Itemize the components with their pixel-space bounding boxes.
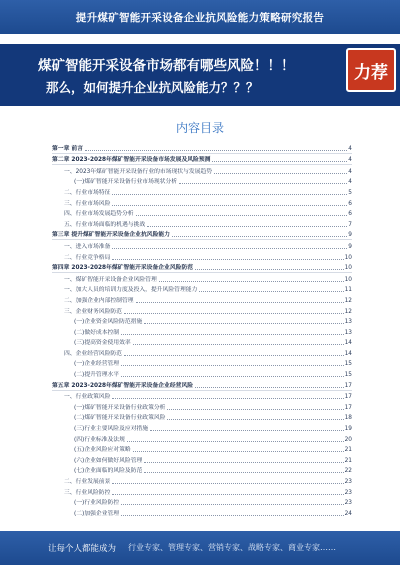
- toc-entry-text: 第四章 2023-2028年煤矿智能开采设备企业风险防范: [52, 265, 194, 272]
- toc-leader-dots: [121, 514, 344, 516]
- hero-headline: 煤矿智能开采设备市场都有哪些风险！！！: [38, 58, 295, 74]
- toc-entry-text: (一)煤矿智能开采设备行业政策分析: [74, 404, 166, 411]
- toc-entry-page: 11: [344, 287, 352, 294]
- toc-entry-text: 第三章 提升煤矿智能开采设备企业抗风险能力: [52, 232, 170, 239]
- toc-leader-dots: [112, 258, 343, 260]
- toc-leader-dots: [112, 482, 343, 484]
- toc-entry-page: 4: [348, 179, 352, 186]
- toc-entry-page: 23: [344, 500, 352, 507]
- toc-entry-text: (四)行业标准及法规: [74, 436, 125, 443]
- toc-entry-page: 6: [348, 211, 352, 218]
- toc-leader-dots: [121, 364, 344, 366]
- toc-entry-text: 五、行业市场面临的机遇与挑战: [64, 221, 146, 228]
- toc-entry[interactable]: [52, 218, 352, 229]
- toc-title: 内容目录: [175, 121, 224, 135]
- toc-entry-page: 12: [344, 308, 352, 315]
- toc-leader-dots: [112, 247, 347, 249]
- toc-leader-dots: [172, 235, 347, 237]
- toc-entry[interactable]: [52, 165, 352, 176]
- toc-entry[interactable]: [52, 316, 352, 327]
- toc-leader-dots: [195, 386, 344, 388]
- toc-leader-dots: [136, 301, 344, 303]
- toc-entry[interactable]: [52, 497, 352, 508]
- toc-leader-dots: [133, 450, 344, 452]
- toc-entry-page: 23: [344, 489, 352, 496]
- hero-banner: [0, 44, 400, 106]
- toc-entry-page: 21: [344, 457, 352, 464]
- toc-entry[interactable]: [52, 454, 352, 465]
- toc-entry-text: 三、行业市场风险: [64, 200, 111, 207]
- toc-entry-page: 24: [344, 510, 352, 517]
- footer-roles: 行业专家、管理专家、营销专家、战略专家、商业专家……: [128, 543, 336, 552]
- hero-subheadline: 那么，如何提升企业抗风险能力？？？: [46, 80, 259, 95]
- toc-entry-text: (一)煤矿智能开采设备行业市场现状分析: [74, 179, 178, 186]
- toc-entry-text: (二)煤矿智能开采设备行业政策风险: [74, 415, 166, 422]
- toc-entry-page: 4: [348, 157, 352, 164]
- toc-entry[interactable]: [52, 475, 352, 486]
- toc-entry-text: 四、企业经营风险防范: [64, 350, 122, 357]
- toc-leader-dots: [144, 322, 343, 324]
- toc-entry[interactable]: [52, 208, 352, 219]
- toc-leader-dots: [159, 280, 344, 282]
- toc-entry[interactable]: [52, 433, 352, 444]
- toc-leader-dots: [133, 343, 344, 345]
- toc-entry-page: 4: [348, 168, 352, 175]
- toc-entry-text: 二、行业市场特征: [64, 189, 111, 196]
- toc-leader-dots: [150, 429, 344, 431]
- toc-entry-text: 第五章 2023-2028年煤矿智能开采设备企业经营风险: [52, 382, 194, 389]
- toc-entry-page: 17: [344, 394, 352, 401]
- toc-entry-page: 18: [344, 415, 352, 422]
- header-bar: [0, 0, 400, 34]
- toc-entry-page: 4: [348, 145, 352, 152]
- toc-entry-page: 7: [348, 221, 352, 228]
- toc-leader-dots: [124, 312, 344, 314]
- toc-entry-page: 14: [344, 350, 352, 357]
- toc-leader-dots: [121, 333, 344, 335]
- toc-entry-text: 二、行业竞争格局: [64, 254, 111, 261]
- footer-slogan: 让每个人都能成为: [48, 544, 117, 554]
- toc-entry-text: 二、行业发展前景: [64, 479, 111, 485]
- toc-leader-dots: [195, 268, 344, 270]
- toc-entry[interactable]: [52, 142, 352, 154]
- toc-entry[interactable]: [52, 251, 352, 262]
- toc-entry[interactable]: [52, 507, 352, 518]
- toc-entry-text: 四、行业市场发展趋势分析: [64, 211, 134, 218]
- toc-entry[interactable]: [52, 337, 352, 348]
- toc-leader-dots: [121, 375, 344, 377]
- toc-entry-page: 13: [344, 329, 352, 336]
- toc-entry[interactable]: [52, 326, 352, 337]
- toc-entry-text: 一、进入市场准备: [64, 243, 111, 250]
- toc-entry-text: (六)企业如何做好风险管理: [74, 457, 143, 464]
- toc-entry[interactable]: [52, 358, 352, 369]
- toc-leader-dots: [147, 225, 347, 227]
- toc-leader-dots: [136, 214, 348, 216]
- toc-leader-dots: [127, 440, 344, 442]
- toc-leader-dots: [112, 493, 343, 495]
- toc-leader-dots: [144, 461, 343, 463]
- recommend-badge: [346, 48, 396, 92]
- toc-entry-page: 9: [348, 232, 352, 239]
- toc-entry[interactable]: [52, 186, 352, 197]
- toc-entry-page: 10: [344, 254, 352, 261]
- toc-entry-text: 一、加大人员的培训力度及投入，提升风险管理能力: [64, 287, 198, 294]
- toc-entry-text: 三、企业财务风险防范: [64, 308, 122, 315]
- toc-entry-text: 一、煤矿智能开采设备企业风险管理: [64, 276, 157, 283]
- toc-leader-dots: [124, 354, 344, 356]
- toc-entry-page: 9: [348, 243, 352, 250]
- toc-leader-dots: [85, 149, 347, 151]
- toc-entry[interactable]: [52, 486, 352, 497]
- toc-entry-page: 10: [344, 276, 352, 283]
- toc-leader-dots: [214, 172, 347, 174]
- toc-entry-text: 第一章 前言: [52, 145, 84, 152]
- toc-entry-text: (五)企业风险应对策略: [74, 447, 131, 454]
- toc-entry[interactable]: [52, 305, 352, 316]
- toc-entry-text: (二)提升管理水平: [74, 372, 120, 379]
- toc-entry-page: 12: [344, 297, 352, 304]
- toc-leader-dots: [112, 397, 343, 399]
- toc-entry-text: 三、行业风险防控: [64, 489, 111, 496]
- footer-bar: [0, 531, 400, 565]
- toc-leader-dots: [212, 160, 347, 162]
- toc-entry[interactable]: [52, 273, 352, 284]
- toc-entry[interactable]: [52, 412, 352, 423]
- toc-entry-text: (一)企业资金风险防范措施: [74, 319, 143, 326]
- toc-entry[interactable]: [52, 294, 352, 305]
- toc-entry-page: 14: [344, 340, 352, 347]
- toc-entry-page: 17: [344, 382, 352, 389]
- toc-entry-page: 13: [344, 319, 352, 326]
- toc-entry-text: (二)做好成本控制: [74, 329, 120, 336]
- toc-entry-text: (二)加强企业管理: [74, 510, 120, 517]
- toc-entry-page: 10: [344, 265, 352, 272]
- toc-entry[interactable]: [52, 401, 352, 412]
- toc-leader-dots: [144, 471, 343, 473]
- toc-entry[interactable]: [52, 368, 352, 379]
- toc-entry[interactable]: [52, 262, 352, 274]
- toc-entry-text: (一)行业风险防控: [74, 500, 120, 507]
- toc-entry[interactable]: [52, 229, 352, 241]
- toc-entry[interactable]: [52, 284, 352, 295]
- toc-entry[interactable]: [52, 379, 352, 391]
- toc-entry-page: 15: [344, 372, 352, 379]
- toc-leader-dots: [121, 503, 344, 505]
- toc-entry-page: 6: [348, 200, 352, 207]
- toc-entry-page: 22: [344, 468, 352, 475]
- report-title: 提升煤矿智能开采设备企业抗风险能力策略研究报告: [75, 11, 325, 24]
- toc-entry-page: 20: [344, 436, 352, 443]
- toc-entry-text: 一、2023年煤矿智能开采设备行业的市场现状与发展趋势: [64, 168, 213, 175]
- toc-entry[interactable]: [52, 347, 352, 358]
- toc-leader-dots: [112, 193, 347, 195]
- toc-leader-dots: [199, 290, 343, 292]
- toc-entry-text: (七)企业面临的风险及防范: [74, 468, 143, 475]
- toc-entry-page: 5: [348, 189, 352, 196]
- toc-entry[interactable]: [52, 197, 352, 208]
- toc-entry-page: 23: [344, 479, 352, 485]
- toc-entry[interactable]: [52, 422, 352, 433]
- toc-entry[interactable]: [52, 176, 352, 187]
- toc-entry[interactable]: [52, 240, 352, 251]
- toc-leader-dots: [112, 204, 347, 206]
- toc-leader-dots: [167, 408, 343, 410]
- toc-entry-text: 第二章 2023-2028年煤矿智能开采设备市场发展及风险预测: [52, 157, 211, 164]
- badge-label: 力荐: [354, 62, 388, 83]
- toc-entry-page: 19: [344, 426, 352, 433]
- table-of-contents: [52, 142, 352, 518]
- toc-entry-text: (三)行业主要风险及应对措施: [74, 426, 149, 433]
- toc-entry-text: (三)提高资金使用效率: [74, 340, 131, 347]
- toc-entry[interactable]: [52, 391, 352, 402]
- toc-entry-text: 二、加强企业内部控制管理: [64, 297, 134, 304]
- toc-entry[interactable]: [52, 444, 352, 455]
- toc-entry-page: 21: [344, 447, 352, 454]
- toc-entry[interactable]: [52, 465, 352, 476]
- toc-entry-text: 一、行业政策风险: [64, 394, 111, 401]
- toc-entry-text: (一)企业经营管理: [74, 361, 120, 368]
- toc-leader-dots: [179, 182, 347, 184]
- toc-entry[interactable]: [52, 154, 352, 166]
- toc-entry-page: 17: [344, 404, 352, 411]
- toc-entry-page: 15: [344, 361, 352, 368]
- toc-leader-dots: [167, 418, 343, 420]
